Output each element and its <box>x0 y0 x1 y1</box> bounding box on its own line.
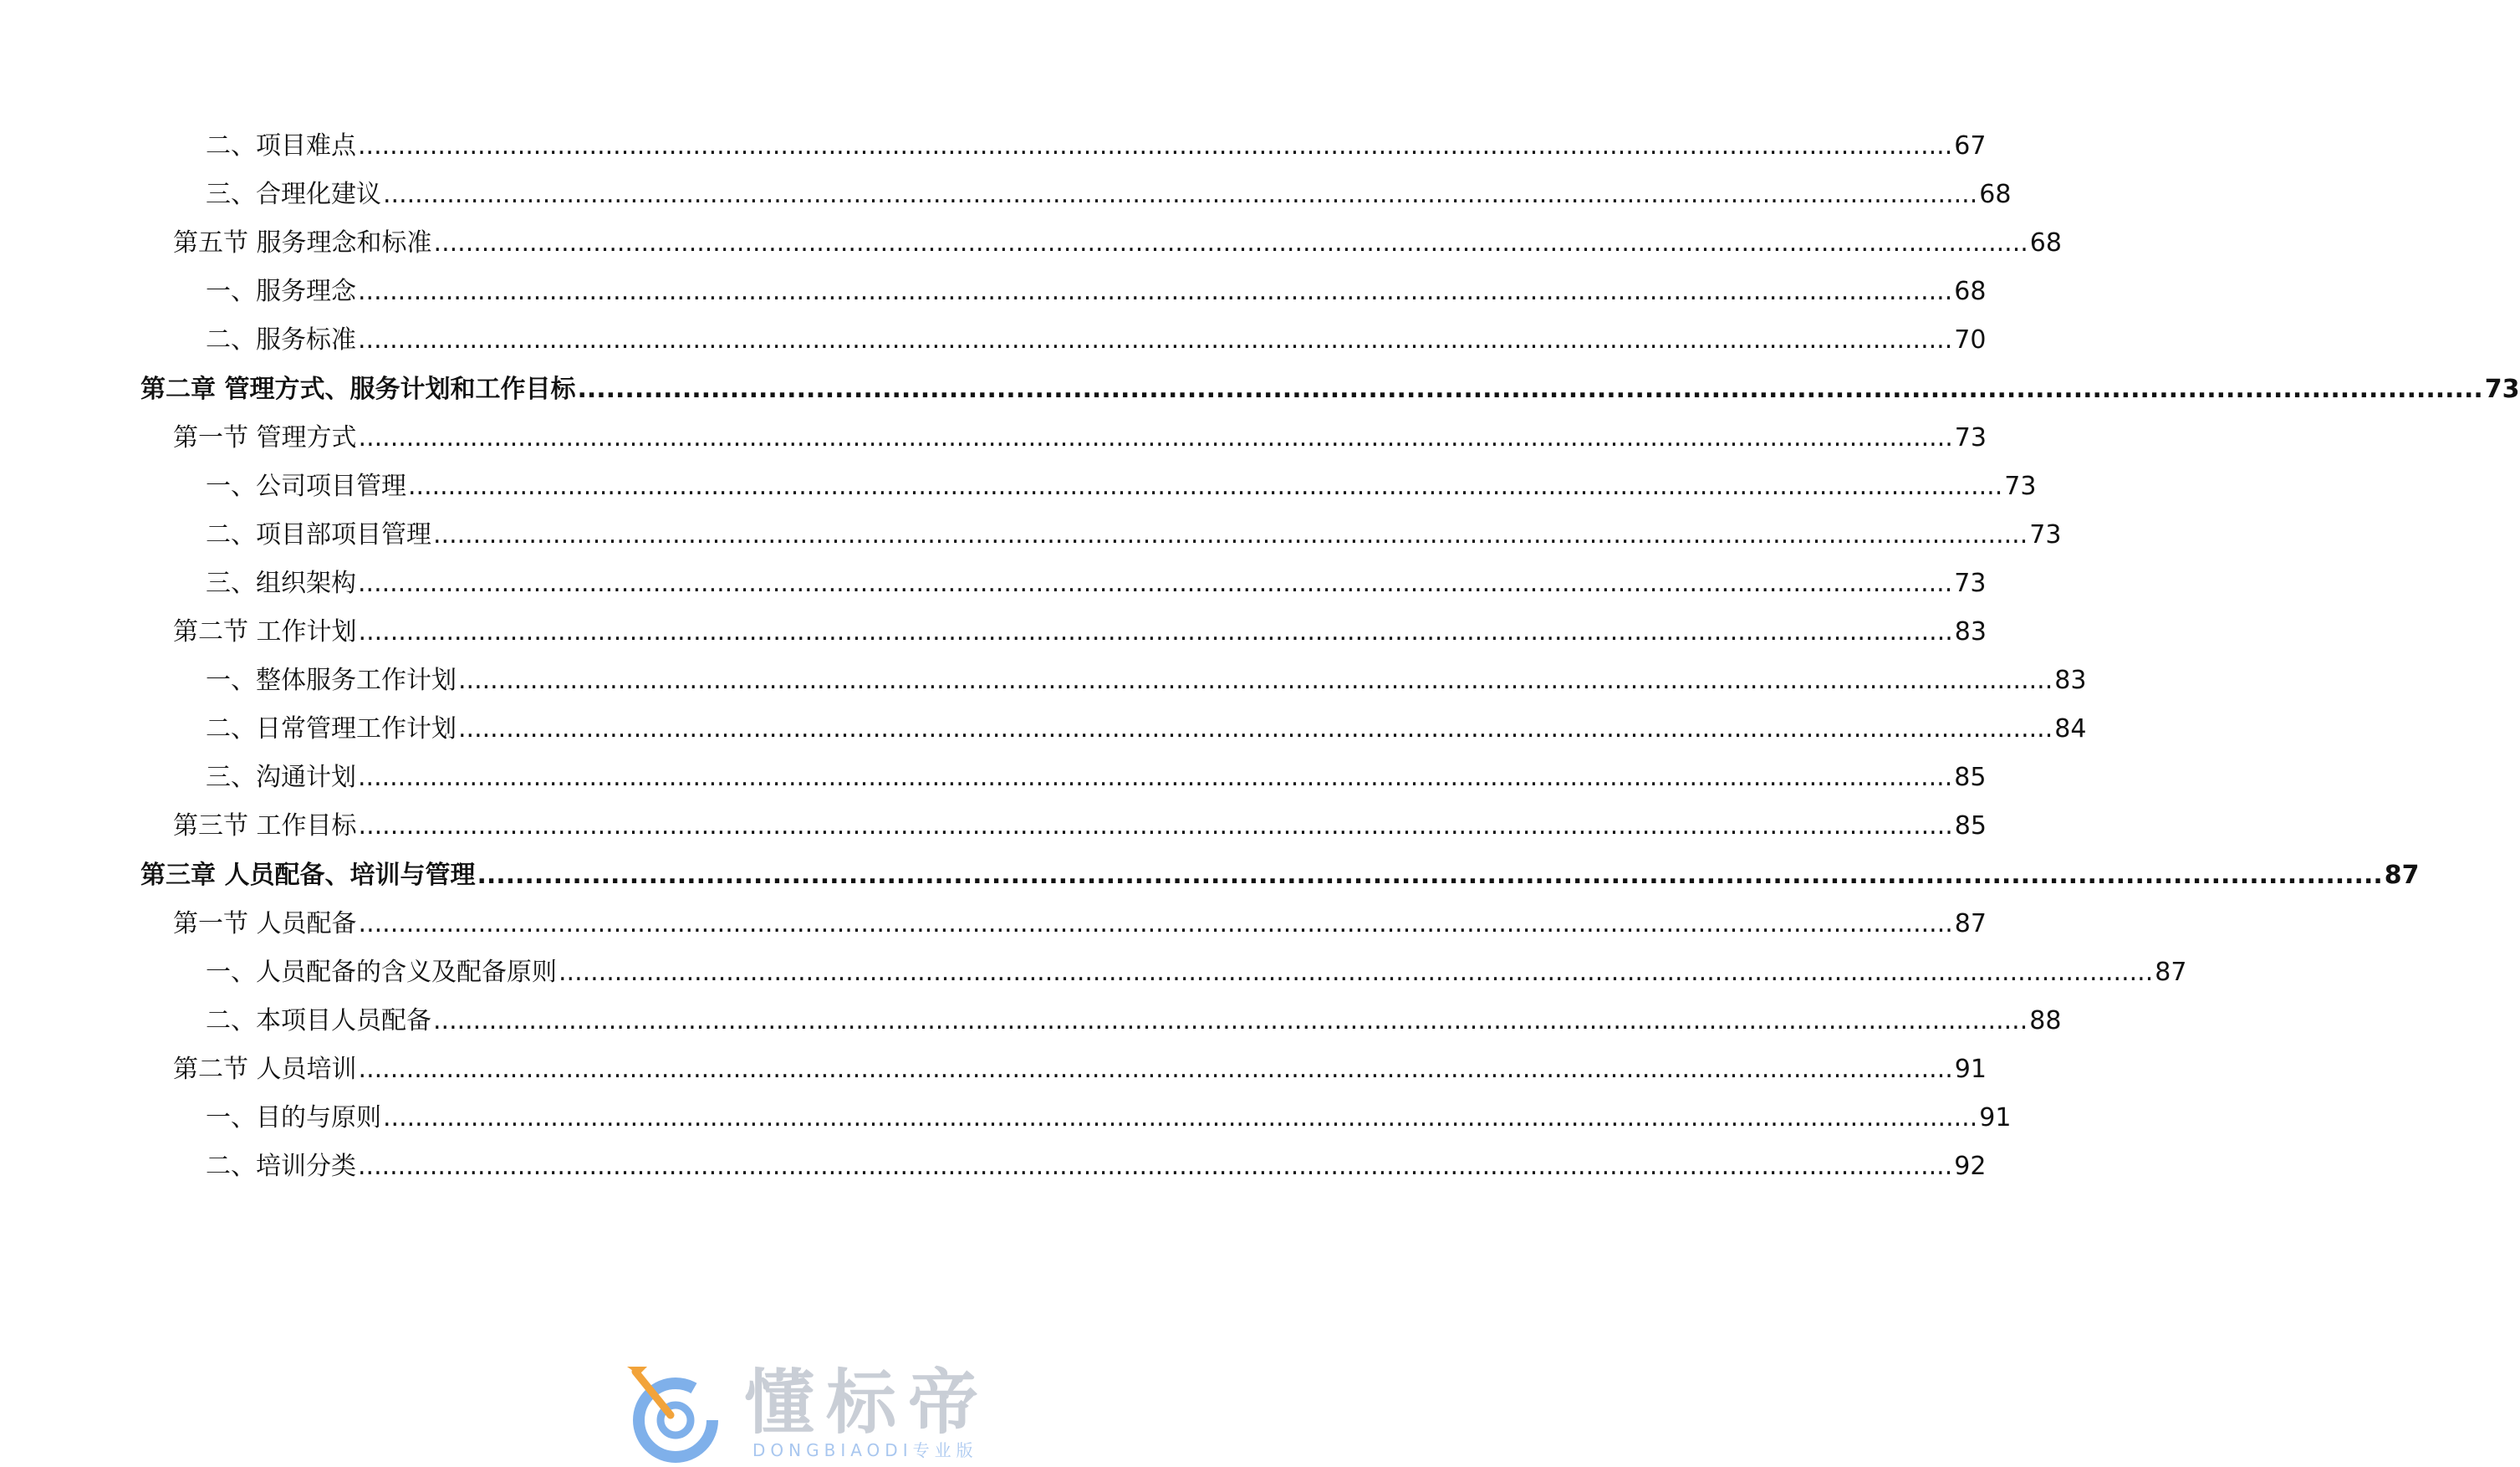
toc-entry[interactable] <box>206 178 2012 212</box>
toc-leader-dots: ........................................................................................................................................................................................................ <box>408 472 2003 501</box>
toc-leader-dots: ........................................................................................................................................................................................................ <box>433 1006 2028 1035</box>
toc-entry[interactable] <box>206 567 1987 601</box>
toc-leader-dots: ........................................................................................................................................................................................................ <box>358 277 1953 306</box>
toc-entry-page: 87 <box>2155 958 2187 987</box>
watermark-name: 懂标帝 <box>744 1362 991 1444</box>
toc-entry-page: 73 <box>2004 472 2037 501</box>
toc-entry-title: 二、培训分类 <box>206 1152 356 1181</box>
toc-leader-dots: ........................................................................................................................................................................................................ <box>458 666 2053 695</box>
toc-entry-title: 第三节 工作目标 <box>173 811 357 841</box>
toc-entry-page: 68 <box>1954 277 1987 306</box>
toc-entry-title: 一、人员配备的含义及配备原则 <box>206 958 557 987</box>
toc-entry[interactable] <box>173 422 1987 455</box>
toc-leader-dots: ........................................................................................................................................................................................................ <box>358 131 1953 161</box>
toc-entry-title: 第一节 人员配备 <box>173 909 357 938</box>
toc-entry-page: 68 <box>1979 180 2012 209</box>
toc-entry[interactable] <box>206 1102 2012 1135</box>
toc-entry-title: 一、服务理念 <box>206 277 356 306</box>
toc-entry-page: 73 <box>2484 375 2520 404</box>
toc-leader-dots: ........................................................................................................................................................................................................ <box>577 375 2483 404</box>
toc-entry-page: 70 <box>1954 325 1987 355</box>
toc-entry[interactable] <box>206 470 2037 503</box>
toc-entry-page: 91 <box>1954 1055 1987 1084</box>
toc-entry-title: 二、服务标准 <box>206 325 356 355</box>
toc-entry[interactable] <box>206 1150 1987 1183</box>
toc-entry[interactable] <box>206 130 1987 163</box>
toc-entry-title: 一、整体服务工作计划 <box>206 666 457 695</box>
watermark-subtitle: DONGBIAODI专业版 <box>752 1440 978 1460</box>
toc-leader-dots: ........................................................................................................................................................................................................ <box>358 1152 1953 1181</box>
toc-leader-dots: ........................................................................................................................................................................................................ <box>433 520 2028 549</box>
toc-entry-page: 83 <box>2054 666 2087 695</box>
toc-leader-dots: ........................................................................................................................................................................................................ <box>358 325 1953 355</box>
toc-leader-dots: ........................................................................................................................................................................................................ <box>383 1103 1978 1132</box>
toc-entry-title: 第二节 人员培训 <box>173 1055 357 1084</box>
toc-entry-page: 88 <box>2029 1006 2062 1035</box>
toc-entry-page: 85 <box>1954 811 1987 841</box>
toc-entry[interactable] <box>206 519 2062 552</box>
toc-leader-dots: ........................................................................................................................................................................................................ <box>358 423 1953 452</box>
toc-leader-dots: ........................................................................................................................................................................................................ <box>358 617 1953 647</box>
toc-entry-title: 一、公司项目管理 <box>206 472 406 501</box>
toc-entry-page: 67 <box>1954 131 1987 161</box>
toc-leader-dots: ........................................................................................................................................................................................................ <box>358 909 1953 938</box>
toc-leader-dots: ........................................................................................................................................................................................................ <box>477 861 2383 890</box>
toc-leader-dots: ........................................................................................................................................................................................................ <box>458 714 2053 744</box>
toc-entry[interactable] <box>206 324 1987 357</box>
toc-entry-title: 二、本项目人员配备 <box>206 1006 431 1035</box>
toc-entry[interactable] <box>206 1004 2062 1038</box>
toc-entry[interactable] <box>206 713 2087 746</box>
toc-leader-dots: ........................................................................................................................................................................................................ <box>383 180 1978 209</box>
toc-entry-page: 85 <box>1954 763 1987 792</box>
toc-entry[interactable] <box>173 810 1987 843</box>
target-arrow-icon <box>619 1362 727 1465</box>
toc-entry[interactable] <box>173 227 2062 260</box>
toc-entry-page: 73 <box>1954 569 1987 598</box>
toc-entry[interactable] <box>173 1053 1987 1086</box>
toc-leader-dots: ........................................................................................................................................................................................................ <box>358 569 1953 598</box>
toc-entry-title: 二、项目部项目管理 <box>206 520 431 549</box>
toc-entry-page: 73 <box>2029 520 2062 549</box>
watermark <box>619 1362 1020 1462</box>
toc-entry-title: 三、组织架构 <box>206 569 356 598</box>
toc-entry-title: 第一节 管理方式 <box>173 423 357 452</box>
toc-leader-dots: ........................................................................................................................................................................................................ <box>559 958 2154 987</box>
toc-entry-page: 87 <box>2384 861 2420 890</box>
toc-entry[interactable] <box>140 859 2420 892</box>
toc-entry-page: 92 <box>1954 1152 1987 1181</box>
toc-entry-title: 二、项目难点 <box>206 131 356 161</box>
toc-entry[interactable] <box>173 907 1987 941</box>
toc-entry-title: 第二节 工作计划 <box>173 617 357 647</box>
toc-entry[interactable] <box>206 664 2087 698</box>
toc-entry[interactable] <box>173 616 1987 649</box>
toc-entry-page: 87 <box>1954 909 1987 938</box>
toc-entry-page: 83 <box>1954 617 1987 647</box>
toc-leader-dots: ........................................................................................................................................................................................................ <box>358 763 1953 792</box>
toc-entry-title: 第三章 人员配备、培训与管理 <box>140 861 476 890</box>
toc-entry-title: 三、沟通计划 <box>206 763 356 792</box>
toc-entry[interactable] <box>206 275 1987 309</box>
toc-entry[interactable] <box>206 956 2187 989</box>
toc-entry-page: 84 <box>2054 714 2087 744</box>
toc-entry-page: 73 <box>1954 423 1987 452</box>
toc-entry[interactable] <box>140 373 2520 406</box>
toc-entry-title: 一、目的与原则 <box>206 1103 381 1132</box>
toc-leader-dots: ........................................................................................................................................................................................................ <box>433 228 2028 258</box>
toc-entry-title: 三、合理化建议 <box>206 180 381 209</box>
toc-entry-page: 68 <box>2029 228 2062 258</box>
toc-leader-dots: ........................................................................................................................................................................................................ <box>358 811 1953 841</box>
toc-entry-title: 第五节 服务理念和标准 <box>173 228 432 258</box>
toc-entry-page: 91 <box>1979 1103 2012 1132</box>
toc-leader-dots: ........................................................................................................................................................................................................ <box>358 1055 1953 1084</box>
toc-entry[interactable] <box>206 761 1987 795</box>
toc-entry-title: 第二章 管理方式、服务计划和工作目标 <box>140 375 576 404</box>
toc-entry-title: 二、日常管理工作计划 <box>206 714 457 744</box>
